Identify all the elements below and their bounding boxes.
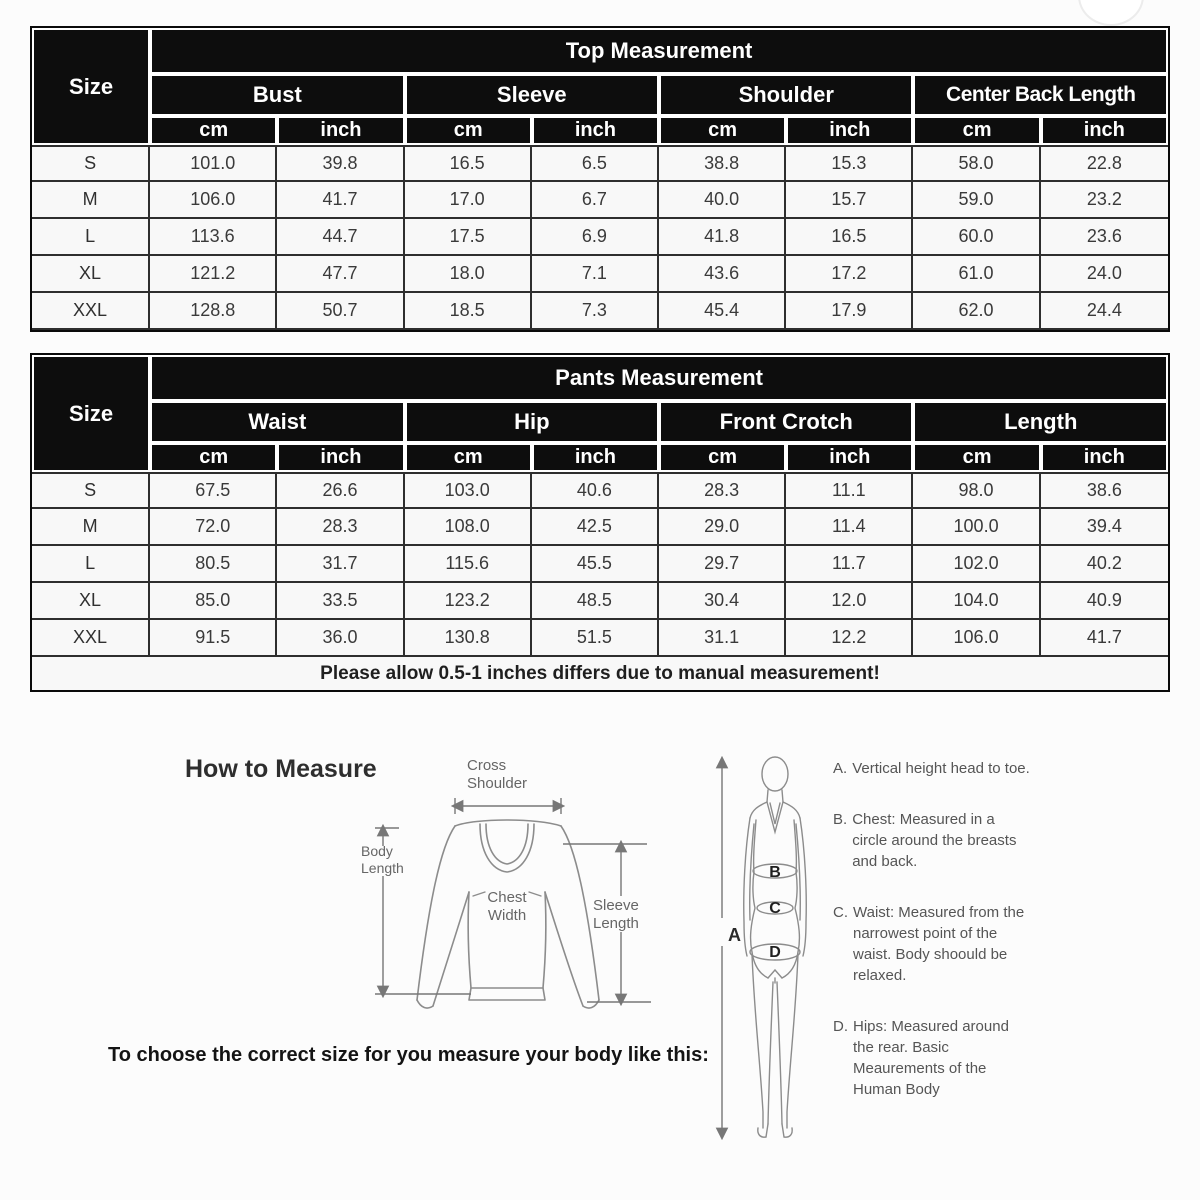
shirt-measure-diagram: [355, 750, 675, 1042]
measurement-value: 60.0: [913, 219, 1040, 256]
top-measurement-table-wrap: [30, 26, 1170, 332]
unit-label: inch: [277, 443, 404, 472]
unit-label: inch: [277, 116, 404, 145]
measurement-value: 15.7: [786, 182, 913, 219]
measurement-value: 28.3: [659, 472, 786, 509]
unit-label: cm: [150, 116, 277, 145]
measurement-value: 11.1: [786, 472, 913, 509]
measurement-value: 17.2: [786, 256, 913, 293]
measurement-value: 16.5: [786, 219, 913, 256]
figure-label-d: D: [769, 944, 781, 961]
measurement-value: 29.7: [659, 546, 786, 583]
measurement-value: 41.7: [277, 182, 404, 219]
size-value: XXL: [32, 620, 150, 657]
table-row: [32, 509, 1168, 546]
measurement-value: 61.0: [913, 256, 1040, 293]
unit-label: cm: [659, 116, 786, 145]
measurement-value: 31.7: [277, 546, 404, 583]
size-value: L: [32, 219, 150, 256]
unit-label: inch: [532, 443, 659, 472]
unit-label: cm: [405, 443, 532, 472]
body-figure-diagram: [712, 750, 837, 1145]
measurement-value: 6.7: [532, 182, 659, 219]
measurement-value: 18.0: [405, 256, 532, 293]
measurement-value: 40.2: [1041, 546, 1168, 583]
watermark-circle: [1078, 0, 1144, 26]
description-c: [833, 902, 1033, 986]
unit-label: inch: [786, 443, 913, 472]
body-length-label: Body: [361, 843, 393, 859]
measurement-value: 31.1: [659, 620, 786, 657]
size-value: M: [32, 509, 150, 546]
measure-descriptions: [833, 758, 1033, 1100]
figure-label-a: A: [728, 925, 741, 945]
table-row: [32, 182, 1168, 219]
measurement-value: 7.3: [532, 293, 659, 330]
body-length-label: Length: [361, 860, 404, 876]
shirt-shoulder-line: [455, 820, 561, 826]
size-value: L: [32, 546, 150, 583]
group-header-hip: Hip: [405, 401, 659, 443]
measurement-value: 28.3: [277, 509, 404, 546]
unit-label: inch: [786, 116, 913, 145]
measurement-value: 85.0: [150, 583, 277, 620]
measurement-value: 6.5: [532, 145, 659, 182]
measurement-value: 100.0: [913, 509, 1040, 546]
cross-shoulder-label: Shoulder: [467, 775, 528, 792]
measurement-value: 11.7: [786, 546, 913, 583]
measurement-value: 6.9: [532, 219, 659, 256]
group-header-center-back-length: Center Back Length: [913, 74, 1168, 116]
measurement-value: 40.6: [532, 472, 659, 509]
measurement-value: 40.9: [1041, 583, 1168, 620]
measurement-value: 26.6: [277, 472, 404, 509]
measurement-value: 98.0: [913, 472, 1040, 509]
measurement-value: 121.2: [150, 256, 277, 293]
unit-label: cm: [405, 116, 532, 145]
measurement-value: 33.5: [277, 583, 404, 620]
how-to-measure-title: How to Measure: [185, 755, 377, 783]
measurement-value: 30.4: [659, 583, 786, 620]
table-title: Top Measurement: [150, 28, 1168, 74]
measurement-value: 22.8: [1041, 145, 1168, 182]
unit-label: cm: [913, 116, 1040, 145]
group-header-length: Length: [913, 401, 1168, 443]
table-title: Pants Measurement: [150, 355, 1168, 401]
measurement-value: 24.4: [1041, 293, 1168, 330]
measurement-value: 29.0: [659, 509, 786, 546]
measurement-value: 58.0: [913, 145, 1040, 182]
measurement-value: 44.7: [277, 219, 404, 256]
unit-label: cm: [659, 443, 786, 472]
measurement-value: 45.4: [659, 293, 786, 330]
measurement-value: 41.7: [1041, 620, 1168, 657]
size-column-header: Size: [32, 355, 150, 472]
measurement-value: 101.0: [150, 145, 277, 182]
figure-label-c: C: [769, 900, 781, 917]
measurement-value: 106.0: [913, 620, 1040, 657]
measurement-value: 123.2: [405, 583, 532, 620]
measurement-value: 12.2: [786, 620, 913, 657]
measurement-value: 11.4: [786, 509, 913, 546]
measurement-value: 48.5: [532, 583, 659, 620]
size-value: S: [32, 472, 150, 509]
description-prefix: D.: [833, 1018, 848, 1035]
measurement-value: 72.0: [150, 509, 277, 546]
table-row: [32, 546, 1168, 583]
table-row: [32, 145, 1168, 182]
table-row: [32, 219, 1168, 256]
measurement-value: 103.0: [405, 472, 532, 509]
measurement-value: 128.8: [150, 293, 277, 330]
size-value: XL: [32, 256, 150, 293]
measurement-value: 42.5: [532, 509, 659, 546]
choose-size-instruction: To choose the correct size for you measure your body like this:: [108, 1044, 709, 1066]
measurement-value: 41.8: [659, 219, 786, 256]
measurement-value: 45.5: [532, 546, 659, 583]
measurement-value: 17.0: [405, 182, 532, 219]
description-text: Chest: Measured in a circle around the breasts and back.: [852, 811, 1017, 870]
table-row: [32, 620, 1168, 657]
top-measurement-table: [30, 26, 1170, 332]
measurement-value: 24.0: [1041, 256, 1168, 293]
size-value: XXL: [32, 293, 150, 330]
description-a: [833, 758, 1033, 779]
sleeve-length-label: Length: [593, 915, 639, 932]
measurement-value: 38.8: [659, 145, 786, 182]
sleeve-length-label: Sleeve: [593, 897, 639, 914]
unit-label: inch: [532, 116, 659, 145]
group-header-front-crotch: Front Crotch: [659, 401, 913, 443]
chest-width-label: Width: [487, 907, 527, 924]
unit-label: inch: [1041, 443, 1168, 472]
unit-label: cm: [150, 443, 277, 472]
measurement-value: 130.8: [405, 620, 532, 657]
measurement-value: 17.9: [786, 293, 913, 330]
group-header-shoulder: Shoulder: [659, 74, 913, 116]
description-text: Vertical height head to toe.: [852, 760, 1030, 777]
description-text: Hips: Measured around the rear. Basic Meaurements of the Human Body: [853, 1018, 1009, 1098]
measurement-value: 67.5: [150, 472, 277, 509]
measurement-value: 113.6: [150, 219, 277, 256]
measurement-value: 39.4: [1041, 509, 1168, 546]
measurement-value: 40.0: [659, 182, 786, 219]
measurement-value: 50.7: [277, 293, 404, 330]
measurement-value: 16.5: [405, 145, 532, 182]
size-value: S: [32, 145, 150, 182]
measurement-value: 102.0: [913, 546, 1040, 583]
table-row: [32, 293, 1168, 330]
description-text: Waist: Measured from the narrowest point of the waist. Body shoould be relaxed.: [853, 904, 1025, 984]
measurement-value: 23.6: [1041, 219, 1168, 256]
measurement-value: 38.6: [1041, 472, 1168, 509]
measurement-value: 39.8: [277, 145, 404, 182]
size-value: M: [32, 182, 150, 219]
measurement-value: 51.5: [532, 620, 659, 657]
pants-measurement-table: [30, 353, 1170, 692]
description-prefix: B.: [833, 811, 848, 828]
description-b: [833, 809, 1033, 872]
measurement-value: 15.3: [786, 145, 913, 182]
pants-measurement-table-wrap: [30, 353, 1170, 692]
measurement-value: 43.6: [659, 256, 786, 293]
measurement-value: 7.1: [532, 256, 659, 293]
group-header-waist: Waist: [150, 401, 404, 443]
measurement-value: 18.5: [405, 293, 532, 330]
description-prefix: C.: [833, 904, 848, 921]
description-d: [833, 1016, 1033, 1100]
measurement-value: 62.0: [913, 293, 1040, 330]
table-row: [32, 256, 1168, 293]
measurement-value: 12.0: [786, 583, 913, 620]
group-header-sleeve: Sleeve: [405, 74, 659, 116]
cross-shoulder-label: Cross: [467, 757, 507, 774]
measurement-note: Please allow 0.5-1 inches differs due to manual measurement!: [32, 657, 1168, 690]
unit-label: cm: [913, 443, 1040, 472]
description-prefix: A.: [833, 760, 848, 777]
size-column-header: Size: [32, 28, 150, 145]
measurement-value: 17.5: [405, 219, 532, 256]
measurement-value: 59.0: [913, 182, 1040, 219]
table-row: [32, 583, 1168, 620]
group-header-bust: Bust: [150, 74, 404, 116]
measurement-value: 108.0: [405, 509, 532, 546]
chest-width-label: Chest: [487, 889, 527, 906]
figure-label-b: B: [769, 864, 781, 881]
table-row: [32, 472, 1168, 509]
measurement-value: 36.0: [277, 620, 404, 657]
size-value: XL: [32, 583, 150, 620]
measurement-value: 23.2: [1041, 182, 1168, 219]
measurement-value: 47.7: [277, 256, 404, 293]
measurement-value: 91.5: [150, 620, 277, 657]
measurement-note-row: [32, 657, 1168, 690]
measurement-value: 80.5: [150, 546, 277, 583]
unit-label: inch: [1041, 116, 1168, 145]
measurement-value: 106.0: [150, 182, 277, 219]
measurement-value: 115.6: [405, 546, 532, 583]
measurement-value: 104.0: [913, 583, 1040, 620]
